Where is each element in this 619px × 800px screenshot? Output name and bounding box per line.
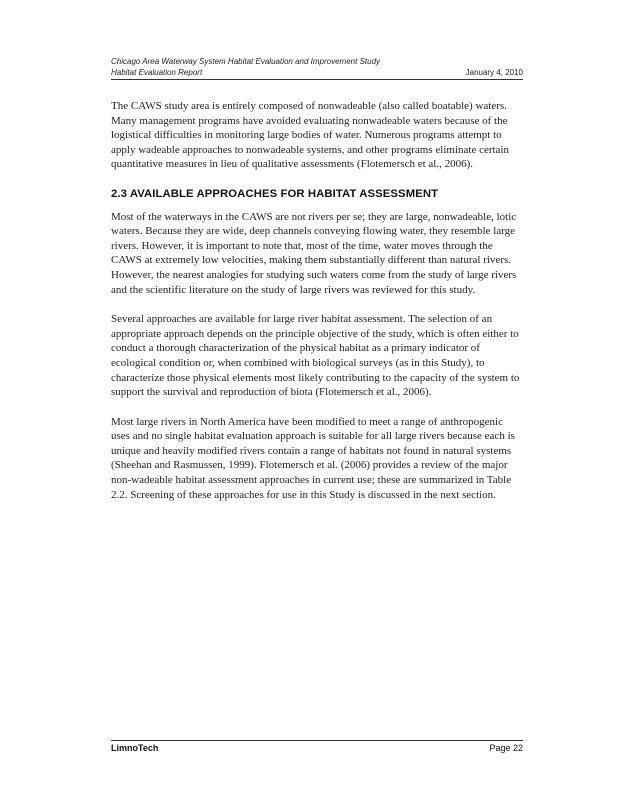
page-number: Page 22 [489, 743, 523, 753]
paragraph-3: Several approaches are available for large river habitat assessment. The selection of an appropriate approach depends on the principle objective of the study, which is often either to conduct a thorough characterization of the physical habitat as a primary indicator of ecological condition or, when combined with biological surveys (as in this Study), to characterize those physical elements most likely contributing to the capacity of the system to support the survival and reproduction of biota (Flotemersch et al., 2006). [111, 313, 520, 399]
report-date: January 4, 2010 [465, 68, 523, 77]
running-header-title: Chicago Area Waterway System Habitat Evaluation and Improvement Study [111, 57, 381, 66]
section-heading: 2.3 AVAILABLE APPROACHES FOR HABITAT ASSESSMENT [111, 187, 439, 200]
paragraph-4: Most large rivers in North America have been modified to meet a range of anthropogenic uses and no single habitat evaluation approach is suitable for all large rivers because each is unique and heavily modified rivers contain a range of habitats not found in natural systems (Sheehan and Rasmussen, 1999). Flotemersch et al. (2006) provides a review of the major non-wadeable habitat assessment approaches in current use; these are summarized in Table 2.2. Screening of these approaches for use in this Study is discussed in the next section. [111, 415, 515, 501]
page-footer [111, 742, 523, 754]
body-text [111, 99, 523, 517]
paragraph-2: Most of the waterways in the CAWS are not rivers per se; they are large, nonwadeable, lotic waters. Because they are wide, deep channels conveying flowing water, they resemble large rivers. However, it is important to note that, most of the time, water moves through the CAWS at extremely low velocities, making them substantially different than natural rivers. However, the nearest analogies for studying such waters come from the study of large rivers and the scientific literature on the study of large rivers was reviewed for this study. [111, 210, 517, 296]
header-rule [111, 79, 523, 80]
report-name: Habitat Evaluation Report [111, 68, 203, 77]
company-name: LimnoTech [111, 743, 159, 753]
running-header-subtitle [111, 67, 523, 78]
paragraph-1: The CAWS study area is entirely composed of nonwadeable (also called boatable) waters. Many management programs have avoided evaluating nonwadeable waters because of the logistical difficulties in monitoring large bodies of water. Numerous programs attempt to apply wadeable approaches to nonwadeable systems, and other programs eliminate certain quantitative measures in lieu of qualitative assessments (Flotemersch et al., 2006). [111, 100, 509, 171]
footer-rule [111, 740, 523, 741]
